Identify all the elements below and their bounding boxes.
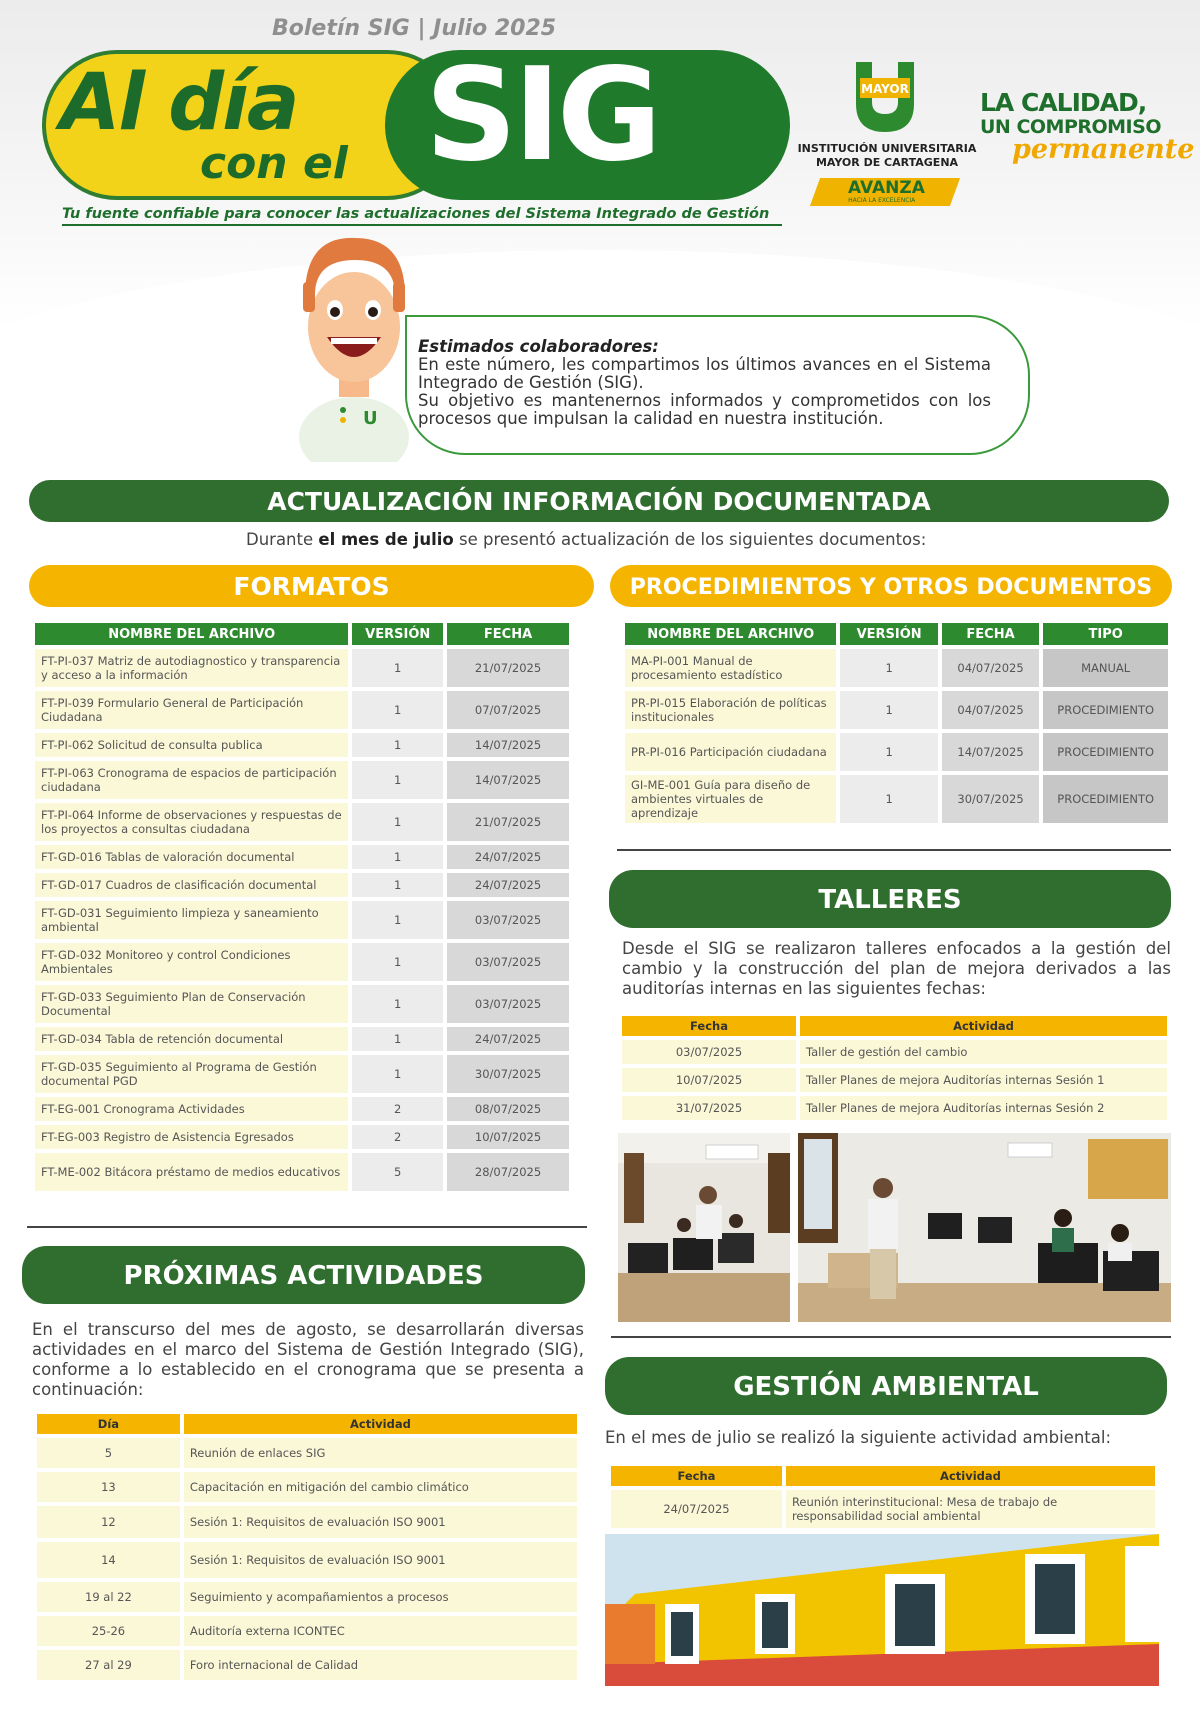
table-row xyxy=(35,943,569,981)
formato-name: FT-GD-016 Tablas de valoración documental xyxy=(35,845,348,869)
ambiental-activity: Reunión interinstitucional: Mesa de trabajo de responsabilidad social ambiental xyxy=(786,1490,1155,1528)
title-line2: con el xyxy=(200,138,348,189)
taller-activity: Taller Planes de mejora Auditorías internas Sesión 1 xyxy=(800,1068,1167,1092)
table-row xyxy=(37,1438,577,1468)
table-row xyxy=(35,1055,569,1093)
table-row xyxy=(611,1490,1155,1528)
actualizacion-sub-pre: Durante xyxy=(246,530,319,549)
formato-name: FT-GD-017 Cuadros de clasificación documental xyxy=(35,873,348,897)
taller-activity: Taller de gestión del cambio xyxy=(800,1040,1167,1064)
ambiental-header-actividad: Actividad xyxy=(786,1466,1155,1486)
institution-line2: MAYOR DE CARTAGENA xyxy=(815,156,959,169)
workshop-photo-1 xyxy=(618,1133,790,1322)
title-sig: SIG xyxy=(425,41,658,190)
formato-date: 24/07/2025 xyxy=(447,1027,569,1051)
divider xyxy=(27,1226,587,1228)
formato-name: FT-PI-063 Cronograma de espacios de participación ciudadana xyxy=(35,761,348,799)
ambiental-date: 24/07/2025 xyxy=(611,1490,782,1528)
formatos-header-version: VERSIÓN xyxy=(352,623,443,645)
formato-version: 1 xyxy=(352,873,443,897)
formato-version: 1 xyxy=(352,761,443,799)
proxima-day: 25-26 xyxy=(37,1616,180,1646)
taller-date: 31/07/2025 xyxy=(622,1096,796,1120)
taller-activity: Taller Planes de mejora Auditorías internas Sesión 2 xyxy=(800,1096,1167,1120)
table-row xyxy=(35,873,569,897)
table-row xyxy=(35,901,569,939)
formato-date: 30/07/2025 xyxy=(447,1055,569,1093)
proxima-day: 19 al 22 xyxy=(37,1582,180,1612)
formato-date: 10/07/2025 xyxy=(447,1125,569,1149)
section-title-proximas: PRÓXIMAS ACTIVIDADES xyxy=(22,1246,585,1304)
formato-date: 03/07/2025 xyxy=(447,985,569,1023)
table-row xyxy=(622,1096,1167,1120)
table-row xyxy=(37,1650,577,1680)
formato-date: 03/07/2025 xyxy=(447,901,569,939)
formato-date: 21/07/2025 xyxy=(447,803,569,841)
table-row xyxy=(35,1125,569,1149)
table-row xyxy=(37,1616,577,1646)
formato-version: 1 xyxy=(352,1055,443,1093)
actualizacion-subtitle xyxy=(246,530,926,549)
formato-name: FT-GD-033 Seguimiento Plan de Conservación Documental xyxy=(35,985,348,1023)
proxima-day: 14 xyxy=(37,1542,180,1578)
proc-date: 04/07/2025 xyxy=(942,649,1040,687)
proc-type: PROCEDIMIENTO xyxy=(1043,775,1168,823)
formato-date: 07/07/2025 xyxy=(447,691,569,729)
formato-version: 1 xyxy=(352,845,443,869)
proc-header-tipo: TIPO xyxy=(1043,623,1168,645)
table-row xyxy=(35,1027,569,1051)
slogan-line2: UN COMPROMISO xyxy=(980,116,1161,138)
formato-version: 1 xyxy=(352,901,443,939)
intro-paragraph1: En este número, les compartimos los últimos avances en el Sistema Integrado de Gestión (SIG). xyxy=(418,355,991,392)
table-row xyxy=(35,649,569,687)
proximas-header-dia: Día xyxy=(37,1414,180,1434)
proxima-activity: Seguimiento y acompañamientos a procesos xyxy=(184,1582,577,1612)
table-row xyxy=(35,733,569,757)
table-row xyxy=(35,1097,569,1121)
proc-header-nombre: NOMBRE DEL ARCHIVO xyxy=(625,623,836,645)
workshop-photo-2 xyxy=(798,1133,1171,1322)
proc-header-fecha: FECHA xyxy=(942,623,1040,645)
proxima-day: 12 xyxy=(37,1506,180,1538)
proxima-activity: Sesión 1: Requisitos de evaluación ISO 9001 xyxy=(184,1542,577,1578)
tagline: Tu fuente confiable para conocer las actualizaciones del Sistema Integrado de Gestión xyxy=(62,206,782,226)
intro-paragraph2: Su objetivo es mantenernos informados y comprometidos con los procesos que impulsan la calidad en nuestra institución. xyxy=(418,391,991,428)
divider xyxy=(617,849,1171,851)
proxima-day: 5 xyxy=(37,1438,180,1468)
formato-date: 03/07/2025 xyxy=(447,943,569,981)
formato-date: 21/07/2025 xyxy=(447,649,569,687)
proxima-activity: Capacitación en mitigación del cambio climático xyxy=(184,1472,577,1502)
proc-version: 1 xyxy=(840,733,937,771)
slogan-line1: LA CALIDAD, xyxy=(980,88,1147,117)
divider xyxy=(611,1336,1171,1338)
svg-text:U: U xyxy=(363,408,378,429)
formato-version: 1 xyxy=(352,733,443,757)
talleres-text: Desde el SIG se realizaron talleres enfocados a la gestión del cambio y la construcción del plan de mejora derivados a las auditorías internas en las siguientes fechas: xyxy=(622,939,1171,998)
table-row xyxy=(625,691,1168,729)
proc-name: PR-PI-015 Elaboración de políticas institucionales xyxy=(625,691,836,729)
formato-version: 1 xyxy=(352,803,443,841)
formato-date: 28/07/2025 xyxy=(447,1153,569,1191)
proxima-activity: Foro internacional de Calidad xyxy=(184,1650,577,1680)
proc-date: 30/07/2025 xyxy=(942,775,1040,823)
table-row xyxy=(35,985,569,1023)
intro-text xyxy=(418,338,991,428)
talleres-header-fecha: Fecha xyxy=(622,1016,796,1036)
formato-version: 5 xyxy=(352,1153,443,1191)
talleres-table xyxy=(618,1012,1171,1124)
proc-name: GI-ME-001 Guía para diseño de ambientes virtuales de aprendizaje xyxy=(625,775,836,823)
table-row xyxy=(35,1153,569,1191)
formato-name: FT-ME-002 Bitácora préstamo de medios educativos xyxy=(35,1153,348,1191)
taller-date: 03/07/2025 xyxy=(622,1040,796,1064)
formato-name: FT-PI-039 Formulario General de Participación Ciudadana xyxy=(35,691,348,729)
table-row xyxy=(622,1068,1167,1092)
formato-version: 1 xyxy=(352,691,443,729)
formato-name: FT-PI-037 Matriz de autodiagnostico y transparencia y acceso a la información xyxy=(35,649,348,687)
intro-greeting: Estimados colaboradores: xyxy=(418,337,659,356)
table-row xyxy=(35,845,569,869)
section-title-actualizacion: ACTUALIZACIÓN INFORMACIÓN DOCUMENTADA xyxy=(29,480,1169,522)
mascot-illustration xyxy=(295,232,413,462)
formato-name: FT-PI-064 Informe de observaciones y respuestas de los proyectos a consultas ciudadana xyxy=(35,803,348,841)
proxima-activity: Reunión de enlaces SIG xyxy=(184,1438,577,1468)
proximas-header-actividad: Actividad xyxy=(184,1414,577,1434)
formato-name: FT-EG-001 Cronograma Actividades xyxy=(35,1097,348,1121)
proxima-day: 13 xyxy=(37,1472,180,1502)
table-row xyxy=(37,1506,577,1538)
table-row xyxy=(625,733,1168,771)
proc-type: PROCEDIMIENTO xyxy=(1043,733,1168,771)
proc-type: PROCEDIMIENTO xyxy=(1043,691,1168,729)
proc-type: MANUAL xyxy=(1043,649,1168,687)
taller-date: 10/07/2025 xyxy=(622,1068,796,1092)
section-title-ambiental: GESTIÓN AMBIENTAL xyxy=(605,1357,1167,1415)
formato-version: 1 xyxy=(352,649,443,687)
formato-date: 08/07/2025 xyxy=(447,1097,569,1121)
edition-label: Boletín SIG | Julio 2025 xyxy=(272,16,557,41)
table-row xyxy=(35,761,569,799)
table-row xyxy=(622,1040,1167,1064)
table-row xyxy=(37,1542,577,1578)
actualizacion-sub-post: se presentó actualización de los siguientes documentos: xyxy=(453,530,927,549)
section-title-formatos: FORMATOS xyxy=(29,565,594,607)
proxima-day: 27 al 29 xyxy=(37,1650,180,1680)
logo-text: MAYOR xyxy=(861,82,909,96)
formatos-header-fecha: FECHA xyxy=(447,623,569,645)
formatos-header-nombre: NOMBRE DEL ARCHIVO xyxy=(35,623,348,645)
formato-version: 2 xyxy=(352,1097,443,1121)
table-row xyxy=(35,803,569,841)
formato-name: FT-GD-034 Tabla de retención documental xyxy=(35,1027,348,1051)
formatos-table xyxy=(31,619,573,1195)
formato-name: FT-GD-035 Seguimiento al Programa de Gestión documental PGD xyxy=(35,1055,348,1093)
formato-version: 1 xyxy=(352,1027,443,1051)
ambiental-text: En el mes de julio se realizó la siguiente actividad ambiental: xyxy=(605,1428,1112,1447)
section-title-talleres: TALLERES xyxy=(609,870,1171,928)
table-row xyxy=(37,1472,577,1502)
procedimientos-table xyxy=(621,619,1172,827)
avanza-badge xyxy=(810,178,960,206)
proximas-table xyxy=(33,1410,581,1684)
proc-date: 14/07/2025 xyxy=(942,733,1040,771)
proc-version: 1 xyxy=(840,649,937,687)
formato-name: FT-GD-031 Seguimiento limpieza y saneamiento ambiental xyxy=(35,901,348,939)
proxima-activity: Sesión 1: Requisitos de evaluación ISO 9001 xyxy=(184,1506,577,1538)
section-title-procedimientos: PROCEDIMIENTOS Y OTROS DOCUMENTOS xyxy=(610,565,1172,607)
formato-name: FT-GD-032 Monitoreo y control Condiciones Ambientales xyxy=(35,943,348,981)
formato-date: 14/07/2025 xyxy=(447,733,569,757)
proc-version: 1 xyxy=(840,691,937,729)
title-line1: Al día xyxy=(60,58,298,148)
proc-date: 04/07/2025 xyxy=(942,691,1040,729)
proc-name: PR-PI-016 Participación ciudadana xyxy=(625,733,836,771)
proximas-text: En el transcurso del mes de agosto, se desarrollarán diversas actividades en el marco del Sistema de Gestión Integrado (SIG), conforme a lo establecido en el cronograma que se presenta a continuación: xyxy=(32,1320,584,1399)
formato-name: FT-EG-003 Registro de Asistencia Egresados xyxy=(35,1125,348,1149)
formato-date: 14/07/2025 xyxy=(447,761,569,799)
proc-version: 1 xyxy=(840,775,937,823)
university-logo-icon xyxy=(850,62,920,134)
institution-name xyxy=(792,142,982,170)
table-row xyxy=(37,1582,577,1612)
institution-line1: INSTITUCIÓN UNIVERSITARIA xyxy=(797,142,977,155)
table-row xyxy=(35,691,569,729)
proc-header-version: VERSIÓN xyxy=(840,623,937,645)
formato-version: 2 xyxy=(352,1125,443,1149)
actualizacion-sub-bold: el mes de julio xyxy=(318,530,454,549)
proxima-activity: Auditoría externa ICONTEC xyxy=(184,1616,577,1646)
ambiental-header-fecha: Fecha xyxy=(611,1466,782,1486)
formato-name: FT-PI-062 Solicitud de consulta publica xyxy=(35,733,348,757)
formato-version: 1 xyxy=(352,985,443,1023)
building-photo xyxy=(605,1534,1159,1686)
slogan-line3: permanente xyxy=(1012,134,1195,165)
ambiental-table xyxy=(607,1462,1159,1532)
formato-version: 1 xyxy=(352,943,443,981)
avanza-text: AVANZA xyxy=(848,178,925,198)
formato-date: 24/07/2025 xyxy=(447,873,569,897)
formato-date: 24/07/2025 xyxy=(447,845,569,869)
avanza-subtext: HACIA LA EXCELENCIA xyxy=(848,197,916,204)
table-row xyxy=(625,649,1168,687)
talleres-header-actividad: Actividad xyxy=(800,1016,1167,1036)
proc-name: MA-PI-001 Manual de procesamiento estadístico xyxy=(625,649,836,687)
table-row xyxy=(625,775,1168,823)
